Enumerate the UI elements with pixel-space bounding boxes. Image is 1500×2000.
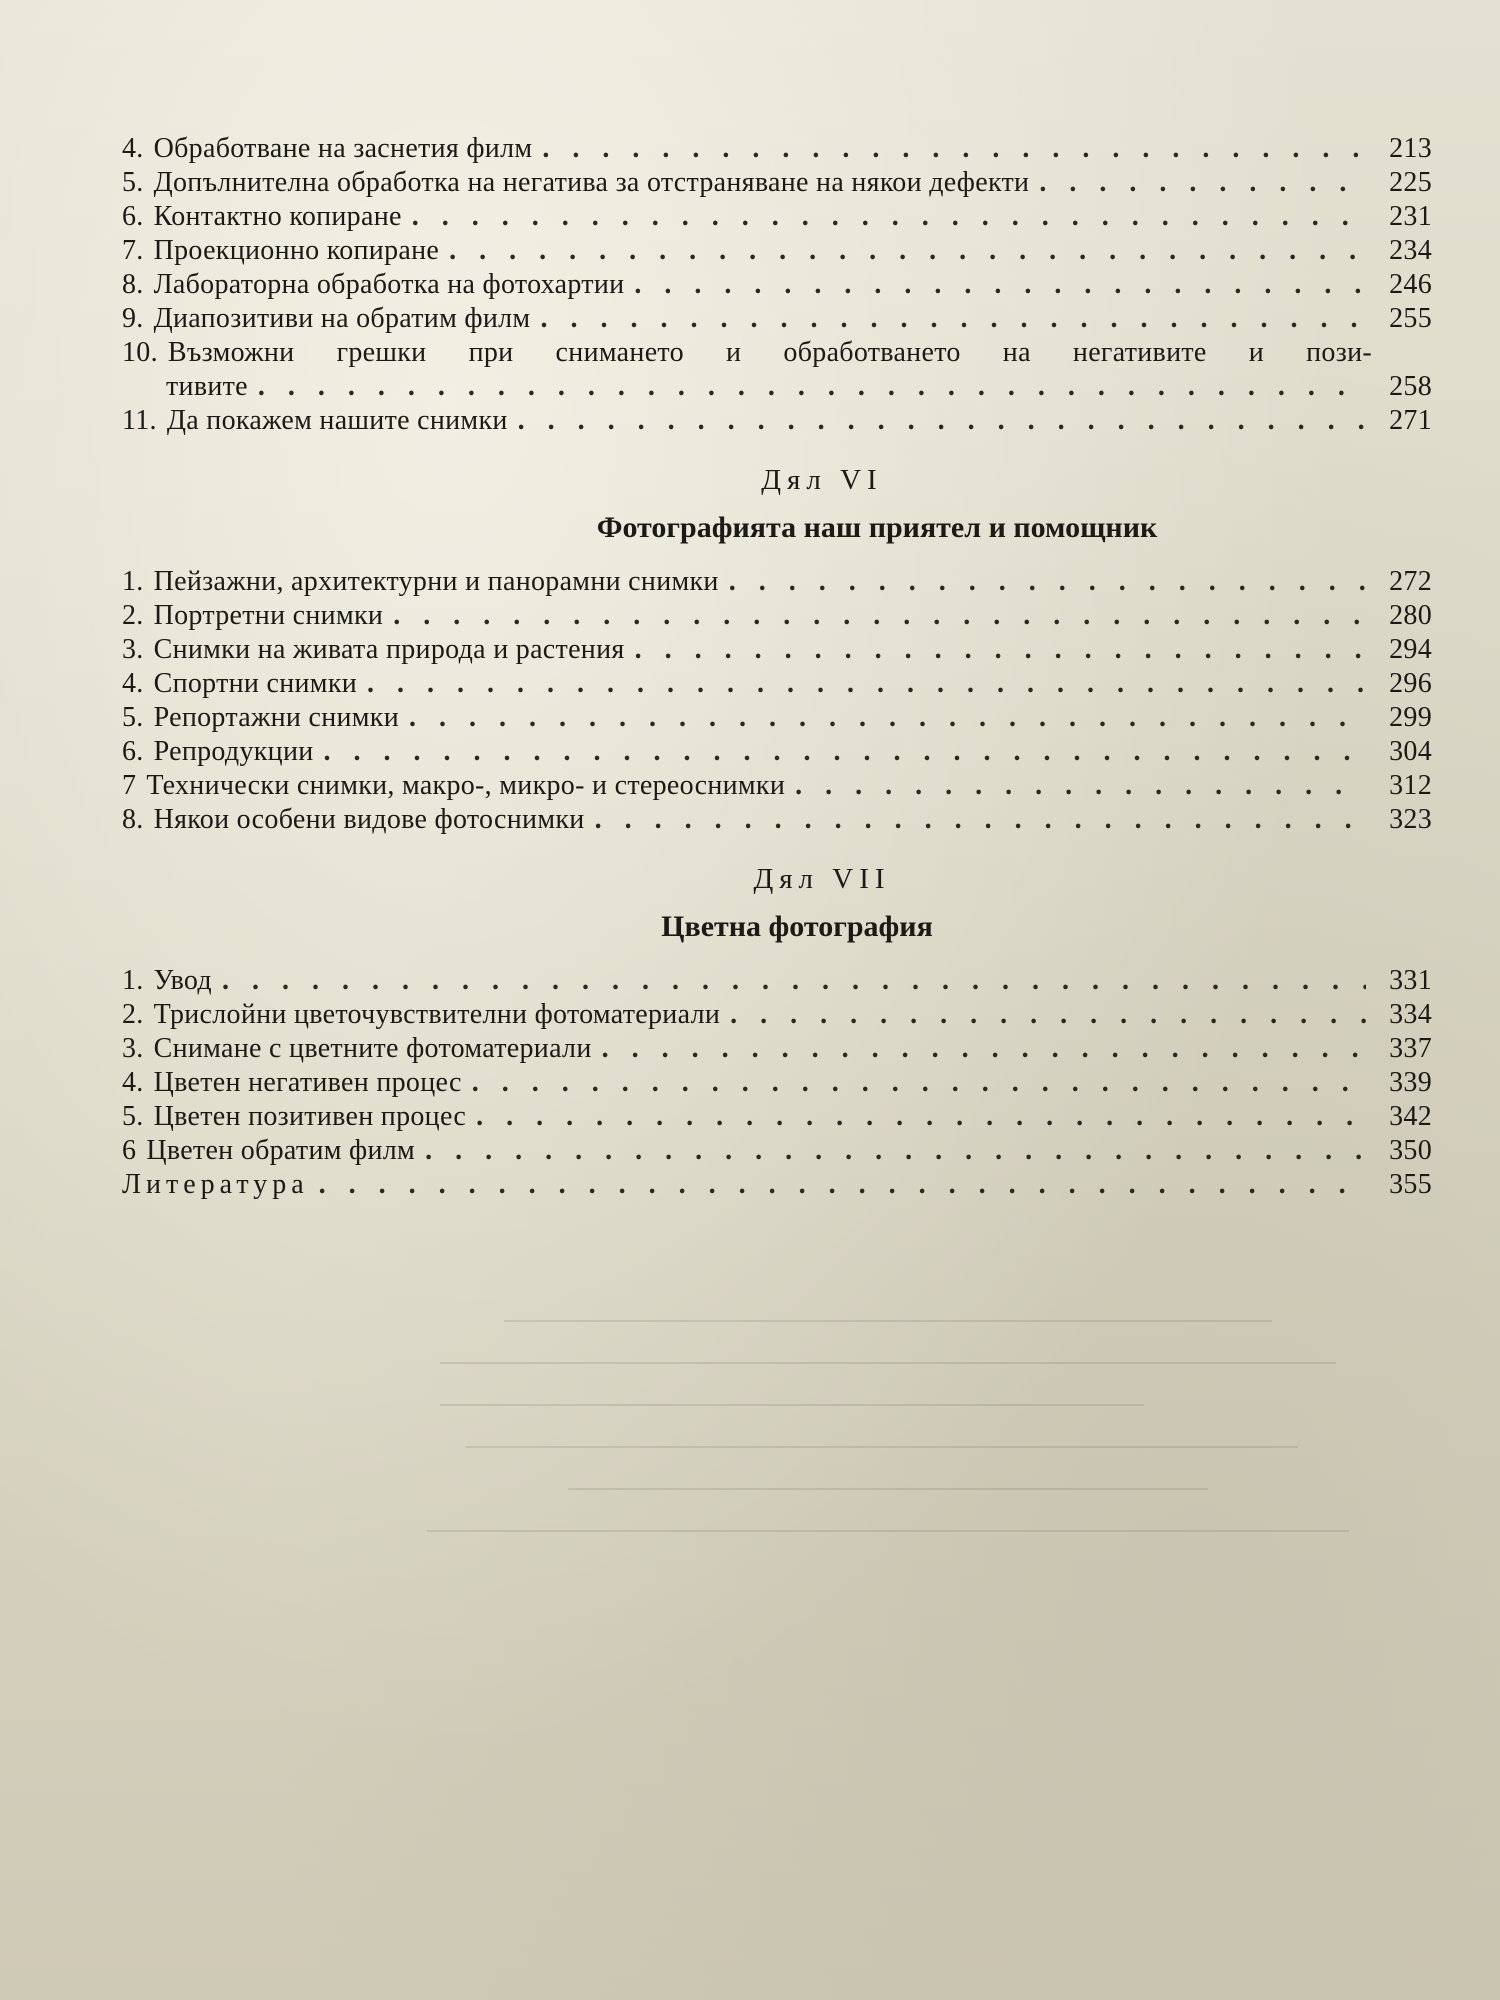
entry-number: 7.: [122, 235, 144, 266]
entry-page: 246: [1389, 269, 1432, 300]
toc-entry-multiline: [122, 336, 1432, 404]
leader-dots: [634, 268, 1366, 302]
toc-entry: [122, 599, 1432, 633]
entry-number: 1.: [122, 566, 144, 597]
leader-dots: [540, 302, 1366, 336]
entry-number: 2.: [122, 999, 144, 1030]
entry-page: 304: [1389, 736, 1432, 767]
toc-entry: [122, 735, 1432, 769]
entry-number: 1.: [122, 965, 144, 996]
toc-entry: [122, 302, 1432, 336]
toc-entry: [122, 565, 1432, 599]
entry-title: Спортни снимки: [153, 668, 358, 699]
entry-number: 4.: [122, 1067, 144, 1098]
leader-dots: [542, 132, 1366, 166]
toc-entry: [122, 1066, 1432, 1100]
entry-page: 299: [1389, 702, 1432, 733]
entry-page: 339: [1389, 1067, 1432, 1098]
entry-page: 225: [1389, 167, 1432, 198]
entry-title: Увод: [153, 965, 212, 996]
entry-title: Диапозитиви на обратим филм: [153, 303, 531, 334]
entry-title: Портретни снимки: [153, 600, 384, 631]
entry-title: Възможни грешки при снимането и обработването на негативите и пози-: [167, 337, 1372, 368]
leader-dots: [729, 565, 1366, 599]
entry-title: Някои особени видове фотоснимки: [153, 804, 585, 835]
leader-dots: [602, 1032, 1366, 1066]
entry-page: 350: [1389, 1135, 1432, 1166]
leader-dots: [449, 234, 1366, 268]
section-heading: Дял VII: [753, 863, 891, 895]
entry-title: Проекционно копиране: [153, 235, 440, 266]
toc-entry: [122, 964, 1432, 998]
leader-dots: [518, 404, 1366, 438]
entry-title: Трислойни цветочувствителни фотоматериали: [153, 999, 721, 1030]
entry-number: 3.: [122, 634, 144, 665]
entry-title: Да покажем нашите снимки: [166, 405, 508, 436]
toc-entry: [122, 234, 1432, 268]
toc-entry: [122, 166, 1432, 200]
section-heading: Дял VI: [761, 464, 883, 496]
entry-page: 331: [1389, 965, 1432, 996]
entry-title: Снимки на живата природа и растения: [153, 634, 625, 665]
entry-title: Лабораторна обработка на фотохартии: [153, 269, 625, 300]
entry-number: 5.: [122, 1101, 144, 1132]
entry-page: 213: [1389, 133, 1432, 164]
entry-title-continuation: тивите: [166, 371, 248, 402]
entry-title: Цветен позитивен процес: [153, 1101, 467, 1132]
entry-number: 6.: [122, 201, 144, 232]
section-title: Цветна фотография: [661, 910, 933, 943]
entry-number: 7: [122, 770, 137, 801]
leader-dots: [635, 633, 1366, 667]
entry-number: 6: [122, 1135, 137, 1166]
entry-title: Репродукции: [153, 736, 314, 767]
entry-title: Пейзажни, архитектурни и панорамни снимки: [153, 566, 719, 597]
entry-number: 8.: [122, 804, 144, 835]
entry-number: 6.: [122, 736, 144, 767]
leader-dots: [409, 701, 1366, 735]
literature-page: 355: [1389, 1169, 1432, 1200]
leader-dots: [367, 667, 1366, 701]
toc-section-part5: [122, 132, 1432, 438]
toc-entry: [122, 633, 1432, 667]
entry-number: 5.: [122, 702, 144, 733]
entry-title: Обработване на заснетия филм: [153, 133, 533, 164]
leader-dots: [222, 964, 1366, 998]
leader-dots: [595, 803, 1366, 837]
toc-entry: [122, 1134, 1432, 1168]
entry-number: 8.: [122, 269, 144, 300]
toc-entry: [122, 769, 1432, 803]
entry-page: 258: [1389, 371, 1432, 402]
entry-number: 10.: [122, 337, 158, 368]
leader-dots: [258, 370, 1366, 404]
entry-title: Технически снимки, макро-, микро- и стереоснимки: [146, 770, 786, 801]
entry-number: 4.: [122, 668, 144, 699]
toc-entry: [122, 998, 1432, 1032]
entry-page: 323: [1389, 804, 1432, 835]
entry-number: 9.: [122, 303, 144, 334]
entry-page: 255: [1389, 303, 1432, 334]
toc-entry: [122, 803, 1432, 837]
entry-number: 3.: [122, 1033, 144, 1064]
toc-entry: [122, 701, 1432, 735]
bleed-through-texture: [120, 1290, 1400, 1810]
entry-title: Допълнителна обработка на негатива за отстраняване на някои дефекти: [153, 167, 1030, 198]
entry-page: 272: [1389, 566, 1432, 597]
entry-page: 234: [1389, 235, 1432, 266]
toc-section-part7: [122, 863, 1432, 1202]
entry-title: Снимане с цветните фотоматериали: [153, 1033, 592, 1064]
leader-dots: [1039, 166, 1366, 200]
leader-dots: [425, 1134, 1366, 1168]
leader-dots: [730, 998, 1366, 1032]
toc-entry: [122, 1100, 1432, 1134]
leader-dots: [795, 769, 1366, 803]
entry-title: Цветен обратим филм: [146, 1135, 416, 1166]
toc-entry: [122, 132, 1432, 166]
entry-page: 231: [1389, 201, 1432, 232]
entry-first-line: [122, 336, 1432, 370]
leader-dots: [393, 599, 1366, 633]
entry-title: Репортажни снимки: [153, 702, 399, 733]
toc-entry: [122, 404, 1432, 438]
entry-number: 4.: [122, 133, 144, 164]
leader-dots: [319, 1168, 1366, 1202]
toc-entry: [122, 667, 1432, 701]
entry-page: 294: [1389, 634, 1432, 665]
entry-page: 296: [1389, 668, 1432, 699]
entry-page: 334: [1389, 999, 1432, 1030]
leader-dots: [476, 1100, 1366, 1134]
entry-page: 342: [1389, 1101, 1432, 1132]
toc-entry: [122, 200, 1432, 234]
entry-number: 5.: [122, 167, 144, 198]
entry-number: 11.: [122, 405, 157, 436]
entry-title: Контактно копиране: [153, 201, 402, 232]
entry-number: 2.: [122, 600, 144, 631]
toc-entry-literature: [122, 1168, 1432, 1202]
toc-entry: [122, 268, 1432, 302]
entry-continuation: [122, 370, 1432, 404]
leader-dots: [472, 1066, 1366, 1100]
entry-page: 312: [1389, 770, 1432, 801]
entry-page: 271: [1389, 405, 1432, 436]
toc-section-part6: [122, 464, 1432, 837]
literature-title: Литература: [122, 1169, 309, 1200]
entry-title: Цветен негативен процес: [153, 1067, 462, 1098]
leader-dots: [412, 200, 1366, 234]
table-of-contents: [122, 132, 1432, 1202]
entry-page: 337: [1389, 1033, 1432, 1064]
entry-page: 280: [1389, 600, 1432, 631]
toc-entry: [122, 1032, 1432, 1066]
section-title: Фотографията наш приятел и помощник: [596, 511, 1158, 544]
leader-dots: [324, 735, 1366, 769]
